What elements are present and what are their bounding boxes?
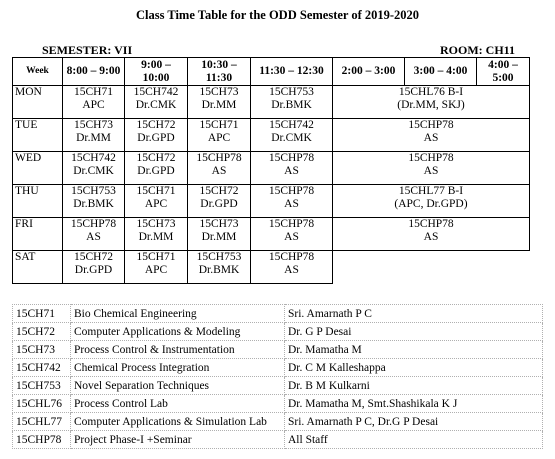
class-cell [188,251,251,284]
course-code: 15CHL76 B-I [398,86,464,98]
lab-cell [333,185,530,218]
day-row [13,185,530,218]
slot-header: 10:30 – 11:30 [188,58,251,86]
semester-label: SEMESTER: VII [42,43,133,57]
subject-faculty: Dr. Mamatha M, Smt.Shashikala K J [285,395,543,413]
day-label: SAT [13,251,63,284]
subject-name: Process Control & Instrumentation [71,341,285,359]
slot-header: 2:00 – 3:00 [333,58,405,86]
day-row [13,218,530,251]
day-row [13,86,530,119]
faculty-abbr: AS [423,231,439,243]
lab-cell [333,119,530,152]
faculty-abbr: AS [211,165,227,177]
faculty-abbr: AS [86,231,101,243]
course-code: 15CH742 [133,86,179,98]
class-cell [63,119,125,152]
faculty-abbr: (Dr.MM, SKJ) [397,99,465,111]
course-code: 15CH72 [74,251,113,263]
course-code: 15CHP78 [268,251,315,263]
faculty-abbr: AS [423,165,439,177]
class-cell [251,218,333,251]
week-header: Week [13,58,63,86]
class-cell [251,119,333,152]
class-cell [188,86,251,119]
faculty-abbr: Dr.CMK [271,132,312,144]
faculty-abbr: Dr.MM [76,132,111,144]
subject-code: 15CH73 [13,341,71,359]
course-code: 15CHP78 [268,185,315,197]
class-cell [63,185,125,218]
faculty-abbr: Dr.MM [138,231,174,243]
subject-row [13,413,543,431]
course-code: 15CH753 [269,86,314,98]
subject-legend [12,304,543,449]
class-cell [63,86,125,119]
class-cell [125,86,188,119]
subject-name: Computer Applications & Simulation Lab [71,413,285,431]
subject-faculty: Sri. Amarnath P C [285,305,543,323]
faculty-abbr: AS [284,231,299,243]
faculty-abbr: APC [82,99,105,111]
day-label: MON [13,86,63,119]
course-code: 15CHP78 [408,119,454,131]
faculty-abbr: AS [423,132,439,144]
class-cell [125,152,188,185]
subject-row [13,323,543,341]
subject-code: 15CHL77 [13,413,71,431]
subject-name: Process Control Lab [71,395,285,413]
course-code: 15CH72 [199,185,239,197]
slot-header: 8:00 – 9:00 [63,58,125,86]
faculty-abbr: Dr.GPD [137,132,175,144]
faculty-abbr: Dr.GPD [200,198,238,210]
faculty-abbr: APC [144,264,168,276]
class-cell [188,218,251,251]
class-cell [63,152,125,185]
course-code: 15CHP78 [268,152,315,164]
course-code: 15CH71 [74,86,113,98]
subject-faculty: Dr. B M Kulkarni [285,377,543,395]
day-row [13,152,530,185]
day-label: TUE [13,119,63,152]
class-cell [125,119,188,152]
subject-faculty: Dr. G P Desai [285,323,543,341]
class-cell [188,119,251,152]
subject-code: 15CH71 [13,305,71,323]
course-code: 15CHP78 [408,218,454,230]
subject-name: Novel Separation Techniques [71,377,285,395]
course-code: 15CHP78 [196,152,242,164]
subject-name: Bio Chemical Engineering [71,305,285,323]
subject-code: 15CHL76 [13,395,71,413]
faculty-abbr: Dr.GPD [137,165,175,177]
faculty-abbr: Dr.GPD [74,264,113,276]
subject-row [13,305,543,323]
class-cell [125,185,188,218]
course-code: 15CH71 [199,119,239,131]
day-row [13,251,530,284]
header-row [13,58,530,86]
lab-cell [333,152,530,185]
subject-row [13,377,543,395]
course-code: 15CH753 [196,251,242,263]
subject-row [13,395,543,413]
subject-row [13,359,543,377]
subject-faculty: Sri. Amarnath P C, Dr.G P Desai [285,413,543,431]
course-code: 15CHP78 [268,218,315,230]
day-row [13,119,530,152]
day-label: THU [13,185,63,218]
course-code: 15CH72 [136,119,176,131]
lab-cell [333,86,530,119]
lab-cell [333,218,530,251]
subject-faculty: Dr. Mamatha M [285,341,543,359]
subject-faculty: All Staff [285,431,543,449]
class-cell [125,218,188,251]
day-label: FRI [13,218,63,251]
class-cell [188,152,251,185]
slot-header: 4:00 – 5:00 [477,58,530,86]
faculty-abbr: Dr.MM [201,99,237,111]
slot-header: 9:00 – 10:00 [125,58,188,86]
course-code: 15CH73 [199,86,239,98]
faculty-abbr: AS [284,198,299,210]
course-code: 15CHL77 B-I [398,185,464,197]
course-code: 15CH73 [74,119,113,131]
course-code: 15CH72 [136,152,176,164]
faculty-abbr: Dr.CMK [135,99,177,111]
class-cell [251,185,333,218]
class-cell [125,251,188,284]
subject-row [13,431,543,449]
course-code: 15CH742 [269,119,314,131]
subject-name: Computer Applications & Modeling [71,323,285,341]
subject-code: 15CH742 [13,359,71,377]
faculty-abbr: Dr.BMK [198,264,240,276]
empty-cell [333,251,530,284]
subject-code: 15CH753 [13,377,71,395]
faculty-abbr: Dr.CMK [73,165,114,177]
subject-name: Chemical Process Integration [71,359,285,377]
course-code: 15CH73 [199,218,239,230]
class-cell [188,185,251,218]
course-code: 15CHP78 [70,218,117,230]
faculty-abbr: APC [144,198,168,210]
course-code: 15CH73 [136,218,176,230]
course-code: 15CH742 [71,152,116,164]
day-label: WED [13,152,63,185]
course-code: 15CH71 [136,251,176,263]
faculty-abbr: AS [284,165,299,177]
room-label: ROOM: CH11 [440,43,515,57]
page-title: Class Time Table for the ODD Semester of 2019-2020 [135,8,420,22]
subject-name: Project Phase-I +Seminar [71,431,285,449]
class-cell [251,86,333,119]
faculty-abbr: APC [207,132,231,144]
faculty-abbr: Dr.BMK [271,99,312,111]
class-cell [63,218,125,251]
slot-header: 11:30 – 12:30 [251,58,333,86]
course-code: 15CHP78 [408,152,454,164]
course-code: 15CH71 [136,185,176,197]
subject-row [13,341,543,359]
faculty-abbr: Dr.BMK [73,198,114,210]
subject-code: 15CH72 [13,323,71,341]
faculty-abbr: Dr.MM [201,231,237,243]
timetable [12,57,530,284]
course-code: 15CH753 [71,185,116,197]
subject-faculty: Dr. C M Kalleshappa [285,359,543,377]
faculty-abbr: AS [284,264,299,276]
class-cell [63,251,125,284]
slot-header: 3:00 – 4:00 [405,58,477,86]
subject-code: 15CHP78 [13,431,71,449]
class-cell [251,251,333,284]
class-cell [251,152,333,185]
faculty-abbr: (APC, Dr.GPD) [394,198,468,210]
